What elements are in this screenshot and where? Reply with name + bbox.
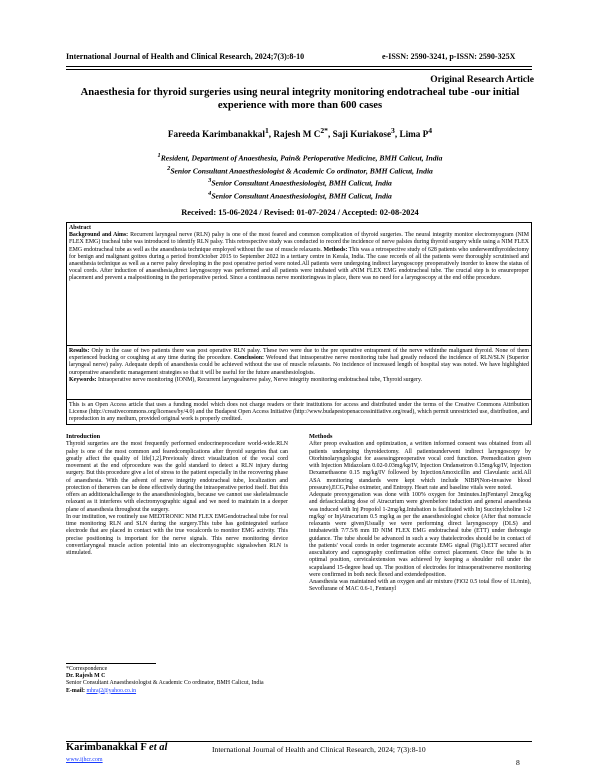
footer-author: Karimbanakkal F et al [66,742,168,753]
right-column [309,433,531,594]
left-column [66,433,288,557]
abstract-background-label: Background and Aims: [69,232,129,239]
article-title: Anaesthesia for thyroid surgeries using neural integrity monitoring endotracheal tube -our initial experience with more than 600 cases [80,87,520,111]
affiliation-line: $^4$Senior Consultant Anaesthesiologist, BMH Calicut, India [208,189,392,201]
page-number: 8 [516,758,520,767]
correspondence-label: *Correspondence [66,666,108,672]
affiliation-line: $^2$Senior Consultant Anaesthesiologist & Academic Co ordinator, BMH Calicut, India [167,164,433,176]
abstract-methods-label: Methods: [323,246,348,253]
author-affil-mark: 2* [320,126,328,135]
footer-journal: International Journal of Health and Clinical Research, 2024; 7(3):8-10 [212,745,426,754]
affiliations [60,151,540,201]
author-name: Fareeda Karimbanakkal [167,129,265,140]
abstract-results-text: Only in the case of two patients there was post operative RLN palsy. These two were due to the pre operative entrapment of the nerve withinthe malignant thyroid. None of them experienced bucking or coughing at any time during the procedure. [69,348,529,362]
correspondence-rule [66,663,156,664]
abstract-background-text: Recurrent laryngeal nerve (RLN) palsy is one of the most feared and common complication of thyroid surgeries. The neural integrity monitor electromyogram (NIM FLEX EMG) tracheal tube was introduced to identify RLN palsy. This retrospective study was conducted to record the incidence of nerve palsies during thyroid surgery while using a NIM FLEX EMG endotracheal tube as well as the anaesthesia technique employed without the use of muscle relaxants. [69,232,529,253]
methods-heading: Methods [309,433,333,440]
author-name: Lima P [399,129,429,140]
author-affil-mark: 4 [428,126,433,135]
footer-url-link[interactable]: www.ijhcr.com [66,757,103,763]
methods-paragraph: Anaesthesia was maintained with an oxygen and air mixture (FiO2 0.5 total flow of 1L/min), Sevoflurane of MAC 0.6-1, Fentanyl [309,579,531,593]
author-affil-mark: 1 [264,126,269,135]
introduction-paragraph: In our institution, we routinely use MEDTRONIC NIM FLEX EMGendotracheal tube for real time monitoring RLN and SLN during the surgery.This tube has gotintegrated surface electrode that are placed in contact with the true vocalcords to monitor EMG activity. This precise positioning is important for the nerve signals. This nerve monitoring device convertlaryngeal muscle action potential into an electromyographic signalswhen RLN is stimulated. [66,513,288,556]
correspondence-affiliation: Senior Consultant Anaesthesiologist & Academic Co ordinator, BMH Calicut, India [66,680,264,687]
keywords-label: Keywords: [69,376,97,383]
running-header-journal: International Journal of Health and Clinical Research, 2024;7(3):8-10 [66,52,305,61]
abstract-box [66,222,532,346]
abstract-methods-text: This was a retrospective study of 628 patients who underwentthyroidectomy for benign and malignant goitres during a period fromOctober 2015 to September 2022 in a tertiary centre in Kerala, India. The case records of all the patients were thoroughly scrutinised and anaesthesia technique as well as a nerve palsy developing in the post operative period were noted.All patients were undergoing indirect laryngoscopy preoperatively inorder to know the status of vocal cords. After induction of anaesthesia,direct laryngoscopy was performed and all patients were intubated with aNIM FLEX EMG endotracheal tube. The crucial step is to ensureproper placement and prevent a malpositioning in the perioperative period. Since a continuous nerve monitoringwas in place, there was no need for a laryngoscopy at the end ofthe procedure. [69,246,529,282]
email-link[interactable]: mhraj2@yahoo.co.in [86,687,137,694]
introduction-paragraph: Thyroid surgeries are the most frequently performed endocrineprocedure world-wide.RLN palsy is one of the most common and fearedcomplications after thyroid surgeries that can greatly affect the quality of life[1,2].Previously direct visualization of the vocal cord movement at the end ofprocedure was the gold standard to detect a RLN injury during surgery. But this procedure give a lot of stress to the patient especially in the recovering phase of anaesthesia. With the advent of nerve integrity endotracheal tube, localization and protection of thenerves can be done effectively during the intraoperative period itself. But this offers an additionalchallenge to the anaesthesiologists, because we cannot use skeletalmuscle relaxant as it interferes with electromyographic signal and we need to maintain in a deeper plane of anaesthesia throughout the surgery. [66,441,288,513]
methods-paragraph: Adequate preoxygenation was done with 100% oxygen for 3minutes.InjFentanyl 2mcg/kg and defasciculating dose of Atracurium were givenbefore induction and general anaesthesia was induced with Inj Propofol 1-2mg/kg.Intubation is facilitated with Inj Succinylcholine 1-2 mg/kg/ or InjAtracurium 0.5 mg/kg as per the anaesthesiologist choice (After that nomuscle relaxants were given)Usually we were performing direct laryngoscopy (DLS) and intubatewith 7/7.5/8 mm ID NIM FLEX EMG endotracheal tube (ETT) under thebougie guidance. The tube should be advanced in such a way thatelectrodes should be in contact of the patients' vocal cords in order togenerate accurate EMG signal (Fig1).ETT secured after auscultatory and capnography confirmation ofthe correct placement. Once the tube is in optimal position, cervicalextension was achieved by keeping a shoulder roll under the scapulaand 15-degree head up. The position of electrodes for intraoperativenerve monitoring were confirmed in both neck flexed and extendedposition. [309,492,531,578]
article-type: Original Research Article [430,75,534,85]
abstract-results-label: Results: [69,348,90,354]
abstract-conclusion-label: Conclusion: [233,355,265,362]
affiliation-line: $^3$Senior Consultant Anaesthesiologist, BMH Calicut, India [208,177,392,188]
article-dates: Received: 15-06-2024 / Revised: 01-07-2024 / Accepted: 02-08-2024 [181,208,419,217]
license-box [66,400,532,425]
abstract-results-box [66,346,532,400]
correspondence-block [66,666,288,695]
keywords-text: Intraoperative nerve monitoring (IONM), Recurrent laryngealnerve palsy, Nerve integrity monitoring endotracheal tube, Thyroid surgery. [97,376,423,383]
affiliation-line: $^1$Resident, Department of Anaesthesia, Pain& Perioperative Medicine, BMH Calicut, India [157,152,443,163]
header-rule-double [66,69,532,70]
correspondence-name: Dr. Rajesh M C [66,673,106,680]
abstract-conclusion-text: Wefound that intraoperative nerve monitoring tube had greatly reduced the incidence of RLN/SLN (Superior laryngeal nerve) palsy. Adequate depth of anaesthesia could be achieved without the use of muscle relaxants. No incidence of increased length of hospital stay was noted. We have highlighted ouroperative anaesthetic management strategies so that it will be useful for the future anaesthesiologists. [69,355,529,376]
introduction-heading: Introduction [66,433,101,440]
author-name: Saji Kuriakose [332,129,392,140]
author-list: Fareeda Karimbanakkal$^1$, Rajesh M $C^{2*}$, Saji Kuriakose$^3$, Lima $P^4$ [167,126,433,140]
author-affil-mark: 3 [391,126,395,135]
methods-paragraph: After preop evaluation and optimization, a written informed consent was obtained from all patients undergoing thyroidectomy. All patientsunderwent indirect laryngoscopy by Otorhinolaryngologist for assessingpreoperative vocal cord function. Premedication given with Injection Midazolam 0.02-0.03mg/kg/IV, Injection Ondansetron 0.15mg/kg/IV, Injection Dexamethasone 0.15 mg/kg/IV followed by InjectionAmoxicillin and Clavulanic acid.All ASA monitoring standards were kept which include NIBP(Non-invasive blood pressure),ECG,Pulse oximeter, and Entropy. Heart rate and baseline vitals were noted. [309,441,531,491]
header-rule [66,66,532,67]
email-label: E-mail: [66,687,85,694]
author-name: Rajesh M C [273,129,321,140]
license-text: This is an Open Access article that uses a funding model which does not charge readers or their institutions for access and distributed under the terms of the Creative Commons Attribution License (http://creativecommons.org/licenses/by/4.0) and the Budapest Open Access Initiative (http://www.budapestopenaccessinitiative.org/read), which permit unrestricted use, distribution, and reproduction in any medium, provided original work is properly credited. [69,402,529,423]
running-header-issn: e-ISSN: 2590-3241, p-ISSN: 2590-325X [382,52,516,61]
abstract-heading: Abstract [69,225,91,231]
